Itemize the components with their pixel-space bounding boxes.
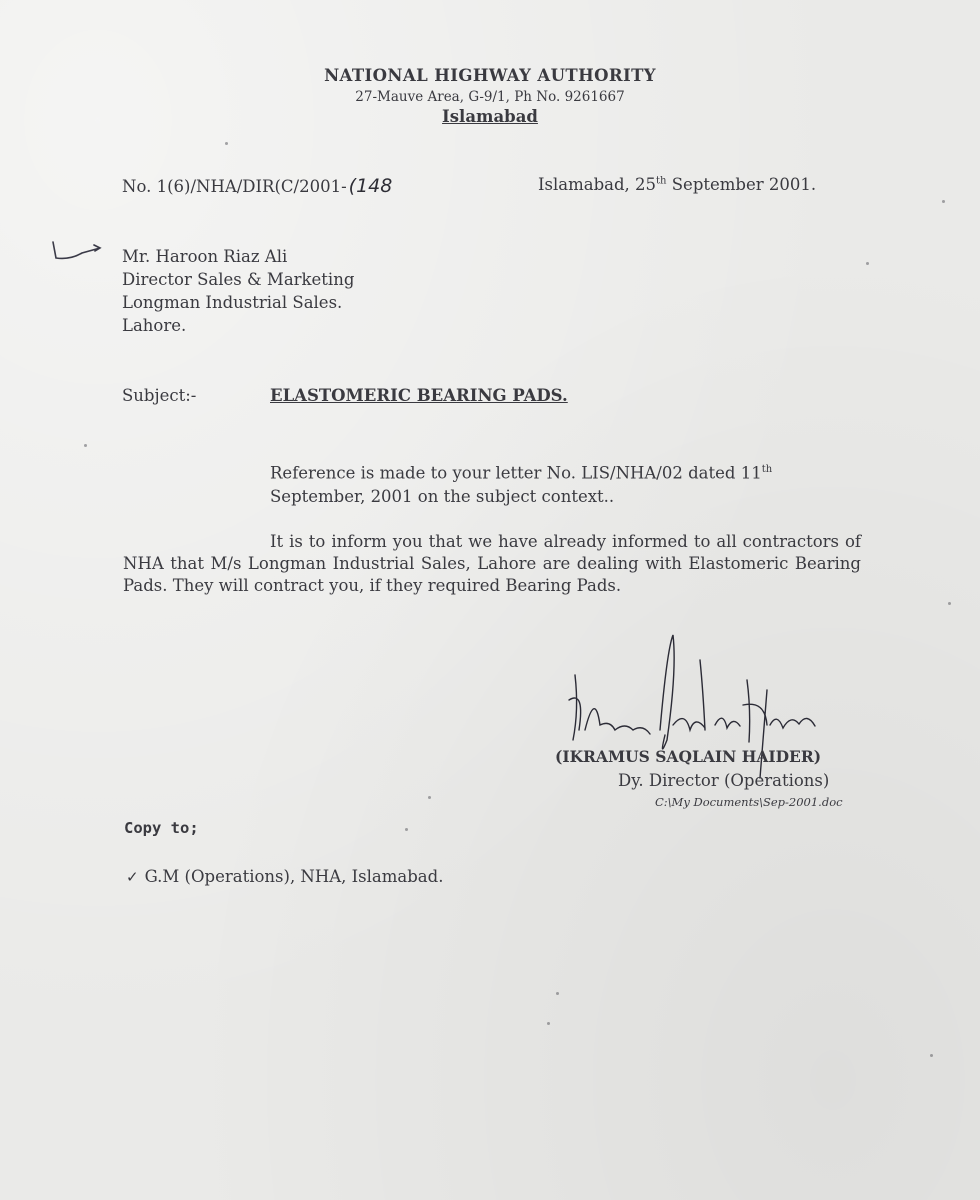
paper-speck: [547, 1022, 550, 1025]
reference-number-text: No. 1(6)/NHA/DIR(C/2001-: [122, 177, 347, 196]
para1-after: September, 2001 on the subject context..: [270, 486, 615, 506]
recipient-line: Lahore.: [122, 316, 187, 335]
reference-handwritten: (148: [348, 175, 393, 197]
para1-before: Reference is made to your letter No. LIS/NHA/02 dated 11: [270, 463, 762, 483]
subject-text: ELASTOMERIC BEARING PADS.: [270, 386, 568, 405]
paper-speck: [556, 992, 559, 995]
signatory-name: (IKRAMUS SAQLAIN HAIDER): [555, 747, 822, 766]
para1-ordinal: th: [761, 464, 773, 475]
copy-to-label: Copy to;: [124, 819, 199, 837]
date-ordinal: th: [656, 175, 667, 187]
paper-speck: [942, 200, 945, 203]
paper-speck: [405, 828, 408, 831]
letterhead-city: Islamabad: [442, 107, 538, 126]
check-icon: ✓: [126, 868, 139, 886]
reference-number: [122, 175, 392, 197]
recipient-line: Longman Industrial Sales.: [122, 293, 343, 312]
letterhead-address: 27-Mauve Area, G-9/1, Ph No. 9261667: [355, 89, 625, 105]
date-prefix: Islamabad, 25: [538, 175, 657, 194]
paper-speck: [866, 262, 869, 265]
file-path: C:\My Documents\Sep-2001.doc: [655, 795, 843, 809]
paper-speck: [428, 796, 431, 799]
date-rest: September 2001.: [666, 175, 817, 194]
subject-label: Subject:-: [122, 386, 197, 405]
body-paragraph-2: It is to inform you that we have already informed to all contractors of NHA that M/s Longman Industrial Sales, Lahore are dealing with Elastomeric Bearing Pads. They will contract you, if they required Bearing Pads.: [123, 532, 861, 595]
paper-speck: [948, 602, 951, 605]
copy-to-recipient: G.M (Operations), NHA, Islamabad.: [144, 867, 444, 886]
copy-to-item: [126, 867, 443, 886]
letterhead-org: NATIONAL HIGHWAY AUTHORITY: [324, 66, 656, 85]
recipient-line: Director Sales & Marketing: [122, 270, 355, 289]
letter-date: [538, 175, 816, 194]
body-paragraph-1: [270, 458, 862, 508]
paper-speck: [84, 444, 87, 447]
paper-speck: [930, 1054, 933, 1057]
recipient-line: Mr. Haroon Riaz Ali: [122, 247, 288, 266]
signatory-title: Dy. Director (Operations): [618, 771, 830, 790]
paper-speck: [225, 142, 228, 145]
recipient-address: [122, 245, 354, 337]
margin-tick-icon: [50, 238, 110, 268]
